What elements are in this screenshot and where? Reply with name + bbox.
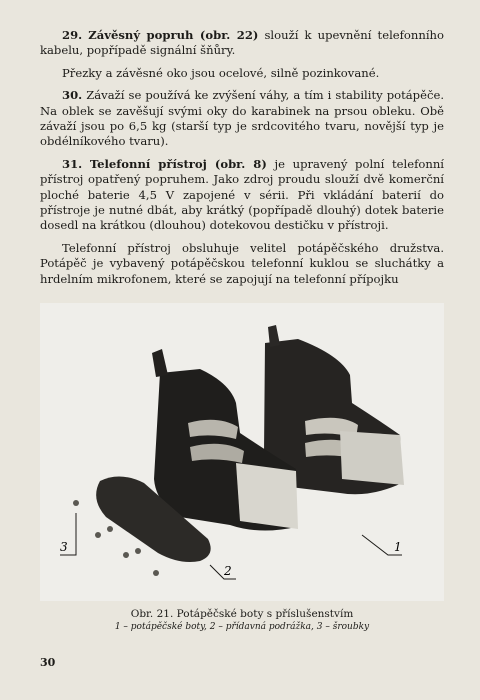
figure-diving-boots [40,303,444,601]
paragraph-text: Závaží se používá ke zvýšení váhy, a tím i stability potápěče. Na oblek se zavěšují svými oky do karabinek na prsou obleku. Obě závaží jsou po 6,5 kg (starší typ je srdcovitého tvaru, novější typ je obdélníkového tvaru). [40,88,445,149]
paragraph-number: 29. [62,28,83,42]
callout-1: 1 [394,540,402,554]
paragraph-text: slouží k upevnění telefonního kabelu, popřípadě signální šňůry. [40,28,444,58]
callout-2: 2 [224,564,232,578]
body-text [40,28,444,294]
paragraph-text: Přezky a závěsné oko jsou ocelové, silně pozinkované. [62,65,380,80]
paragraph-29-cont [40,66,444,81]
paragraph-number: 30. [62,88,83,103]
paragraph-number: 31. [62,156,83,171]
paragraph-title: Závěsný popruh (obr. 22) [88,28,259,42]
diving-boots-photo [40,303,444,601]
paragraph-title: Telefonní přístroj (obr. 8) [89,156,267,171]
caption-legend: 1 – potápěčské boty, 2 – přídavná podrážka, 3 – šroubky [114,622,370,632]
paragraph-31 [40,157,444,234]
paragraph-text: Telefonní přístroj obsluhuje velitel potápěčského družstva. Potápěč je vybavený potápěčskou telefonní kuklou se sluchátky a hrdelním mikrofonem, které se zapojují na telefonní přípojku [40,240,444,286]
paragraph-text: je upravený polní telefonní přístroj opatřený popruhem. Jako zdroj proudu slouží dvě komerční ploché baterie 4,5 V zapojené v sérii. Při vkládání baterií do přístroje je nutné dbát, aby krátký (popřípadě dlouhý) dotek baterie dosedl na krátkou (dlouhou) dotekovou destičku v přístroji. [40,156,444,233]
caption-title: Obr. 21. Potápěčské boty s příslušenstvím [130,608,354,620]
paragraph-29 [40,28,444,59]
paragraph-30 [40,88,444,150]
callout-3: 3 [60,540,68,554]
page-number: 30 [40,656,56,669]
paragraph-31-cont [40,241,444,287]
figure-caption [40,608,444,632]
